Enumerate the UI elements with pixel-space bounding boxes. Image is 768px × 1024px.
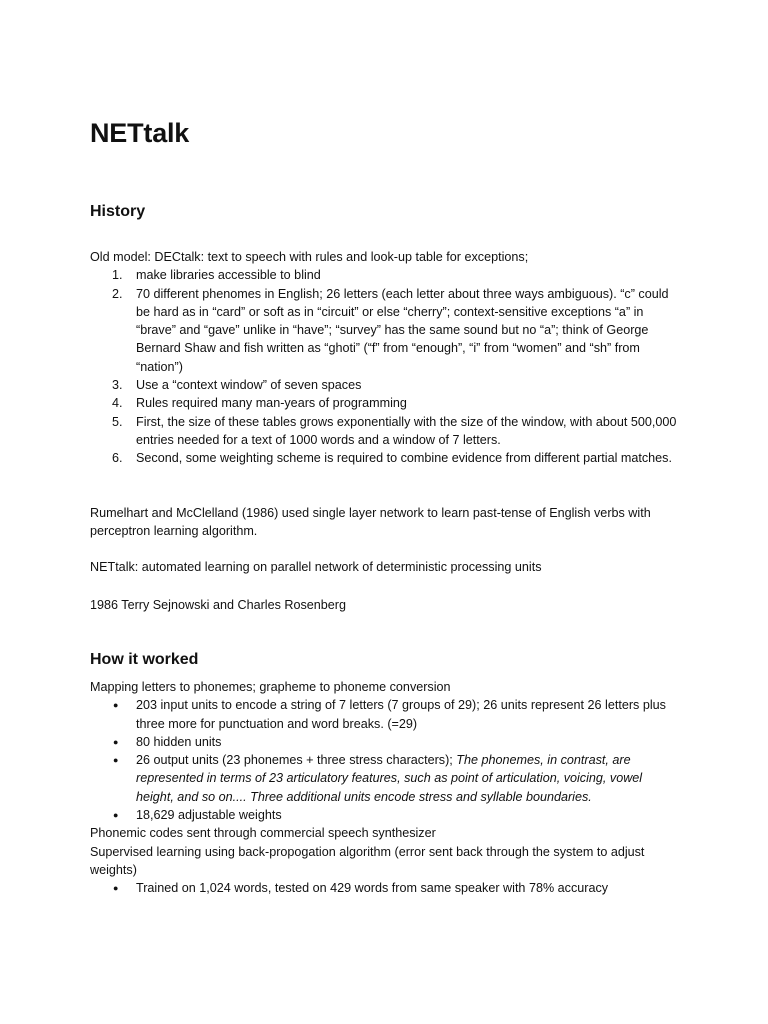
- nettalk-paragraph: [90, 558, 682, 576]
- output-units-italic: The phonemes, in contrast, are represented in terms of 23 articulatory features, such as point of articulation, voicing, vowel height, and so on.... Three additional units encode stress and syllable boundaries.: [136, 753, 643, 804]
- how-intro: Mapping letters to phonemes; grapheme to phoneme conversion: [90, 680, 451, 694]
- how-bullet-list: [90, 696, 682, 824]
- list-item: [136, 751, 682, 806]
- list-item: Rules required many man-years of programming: [136, 396, 407, 411]
- authors-paragraph: [90, 596, 682, 614]
- page-title: NETtalk: [90, 118, 190, 148]
- list-item: ● 80 hidden units: [136, 733, 682, 751]
- list-item: Second, some weighting scheme is required to combine evidence from different partial matches.: [136, 451, 672, 466]
- synth-paragraph: Phonemic codes sent through commercial speech synthesizer: [90, 826, 436, 841]
- list-item: First, the size of these tables grows exponentially with the size of the window, with about 500,000 entries needed for a text of 1000 words and a window of 7 letters.: [136, 414, 677, 447]
- list-item: make libraries accessible to blind: [136, 268, 321, 283]
- list-item: ● 18,629 adjustable weights: [136, 806, 682, 824]
- list-item: ● 203 input units to encode a string of 7 letters (7 groups of 29); 26 units represent 26 letters plus three more for punctuation and word breaks. (=29): [136, 696, 682, 733]
- paragraph-text: Rumelhart and McClelland (1986) used single layer network to learn past-tense of English verbs with perceptron learning algorithm.: [90, 506, 651, 539]
- history-list: [90, 266, 682, 467]
- how-section: [90, 678, 682, 898]
- list-item: ● Trained on 1,024 words, tested on 429 words from same speaker with 78% accuracy: [136, 879, 682, 897]
- training-bullet-list: [90, 879, 682, 897]
- list-item: 70 different phenomes in English; 26 letters (each letter about three ways ambiguous). “c” could be hard as in “card” or soft as in “circuit” or else “cherry”; context-sensitive exceptions “a” in “brave” and “gave” unlike in “have”; “survey” has the same sound but no “a”; think of George Bernard Shaw and fish written as “ghoti” (“f” from “enough”, “i” from “women” and “sh” from “nation”): [136, 286, 669, 374]
- paragraph-text: 1986 Terry Sejnowski and Charles Rosenberg: [90, 598, 346, 612]
- supervised-paragraph: Supervised learning using back-propogation algorithm (error sent back through the system to adjust weights): [90, 844, 645, 877]
- history-section: [90, 248, 682, 468]
- output-units-text: 26 output units (23 phonemes + three stress characters);: [136, 753, 457, 768]
- how-it-worked-heading: How it worked: [90, 651, 199, 668]
- history-intro: Old model: DECtalk: text to speech with rules and look-up table for exceptions;: [90, 250, 529, 264]
- history-heading: History: [90, 203, 146, 220]
- list-item: Use a “context window” of seven spaces: [136, 378, 362, 393]
- rumelhart-paragraph: [90, 504, 682, 541]
- paragraph-text: NETtalk: automated learning on parallel network of deterministic processing units: [90, 560, 542, 574]
